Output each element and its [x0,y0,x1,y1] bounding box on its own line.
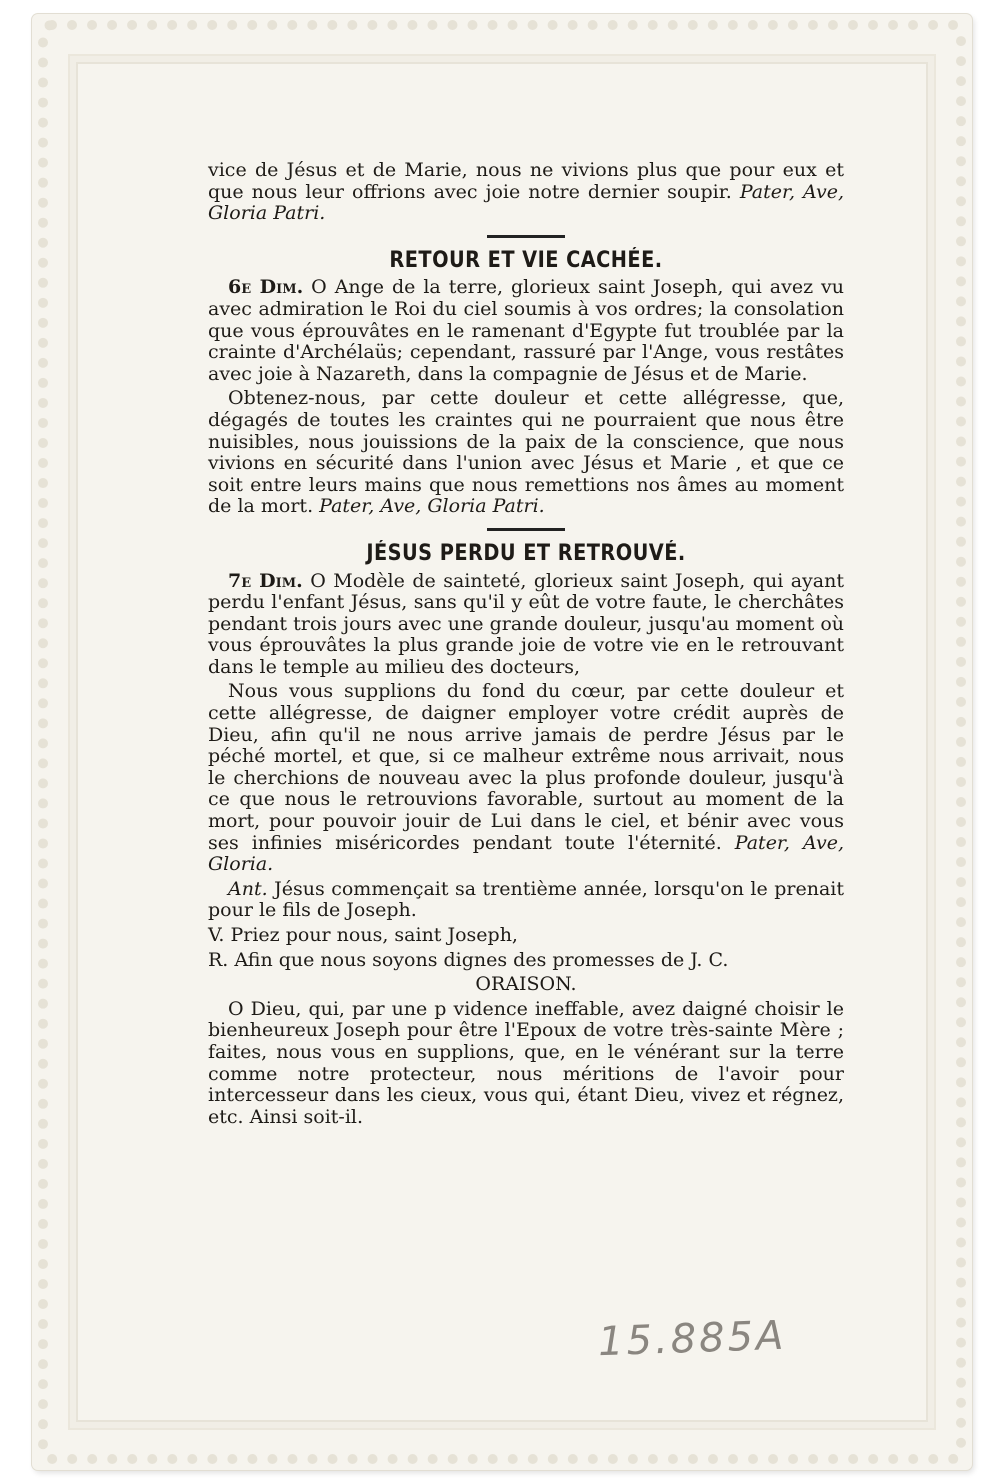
section1-paragraph1: 6e Dim. O Ange de la terre, glorieux saint Joseph, qui avez vu avec admiration le Roi du ciel soumis à vos ordres; la consolation que vous éprouvâtes en le ramenant d'Egypte fut troublée par la crainte d'Archélaüs; cependant, rassuré par l'Ange, vous restâtes avec joie à Nazareth, dans la compagnie de Jésus et de Marie. [208,276,844,385]
divider-rule [487,528,565,531]
section2-paragraph2: Nous vous supplions du fond du cœur, par cette douleur et cette allégresse, de daigner employer votre crédit auprès de Dieu, afin qu'il ne nous arrive jamais de perdre Jésus par le péché mortel, et que, si ce malheur extrême nous arrivait, nous le cherchions de nouveau avec la plus profonde douleur, jusqu'à ce que nous le retrouvions favorable, surtout au moment de la mort, pour pouvoir jouir de Lui dans le ciel, et bénir avec vous ses infinies miséricordes pendant toute l'éternité. Pater, Ave, Gloria. [208,680,844,876]
section-heading-jesus-perdu: JÉSUS PERDU ET RETROUVÉ. [366,540,686,566]
response: R. Afin que nous soyons dignes des promesses de J. C. [208,948,729,971]
prayer-text [208,160,844,1131]
versicle: V. Priez pour nous, saint Joseph, [208,924,518,946]
section-heading-retour: RETOUR ET VIE CACHÉE. [389,247,663,273]
oraison-paragraph: O Dieu, qui, par une p vidence ineffable, avez daigné choisir le bienheureux Joseph pour être l'Epoux de votre très-sainte Mère ; faites, nous vous en supplions, que, en le vénérant sur la terre comme notre protecteur, nous méritions de l'avoir pour intercesseur dans les cieux, vous qui, étant Dieu, vivez et régnez, etc. Ainsi soit-il. [208,997,844,1128]
divider-rule [487,235,565,238]
section2-paragraph1: 7e Dim. O Modèle de sainteté, glorieux saint Joseph, qui ayant perdu l'enfant Jésus, sans qu'il y eût de votre faute, le cherchâtes pendant trois jours avec une grande douleur, jusqu'au moment où vous éprouvâtes la plus grande joie de votre vie en le retrouvant dans le temple au milieu des docteurs, [208,569,844,678]
section1-paragraph2: Obtenez-nous, par cette douleur et cette allégresse, que, dégagés de toutes les craintes qui ne pourraient que nous être nuisibles, nous jouissions de la paix de la conscience, que nous vivions en sécurité dans l'union avec Jésus et Marie , et que ce soit entre leurs mains que nous remettions nos âmes au moment de la mort. Pater, Ave, Gloria Patri. [208,387,844,518]
opening-paragraph: vice de Jésus et de Marie, nous ne vivions plus que pour eux et que nous leur offrions avec joie notre dernier soupir. Pater, Ave, Gloria Patri. [208,159,844,225]
antiphon: Ant. Jésus commençait sa trentième année, lorsqu'on le prenait pour le fils de Joseph. [208,877,844,922]
oraison-title: ORAISON. [475,973,577,996]
handwritten-inventory-number: 15.885A [597,1312,788,1366]
